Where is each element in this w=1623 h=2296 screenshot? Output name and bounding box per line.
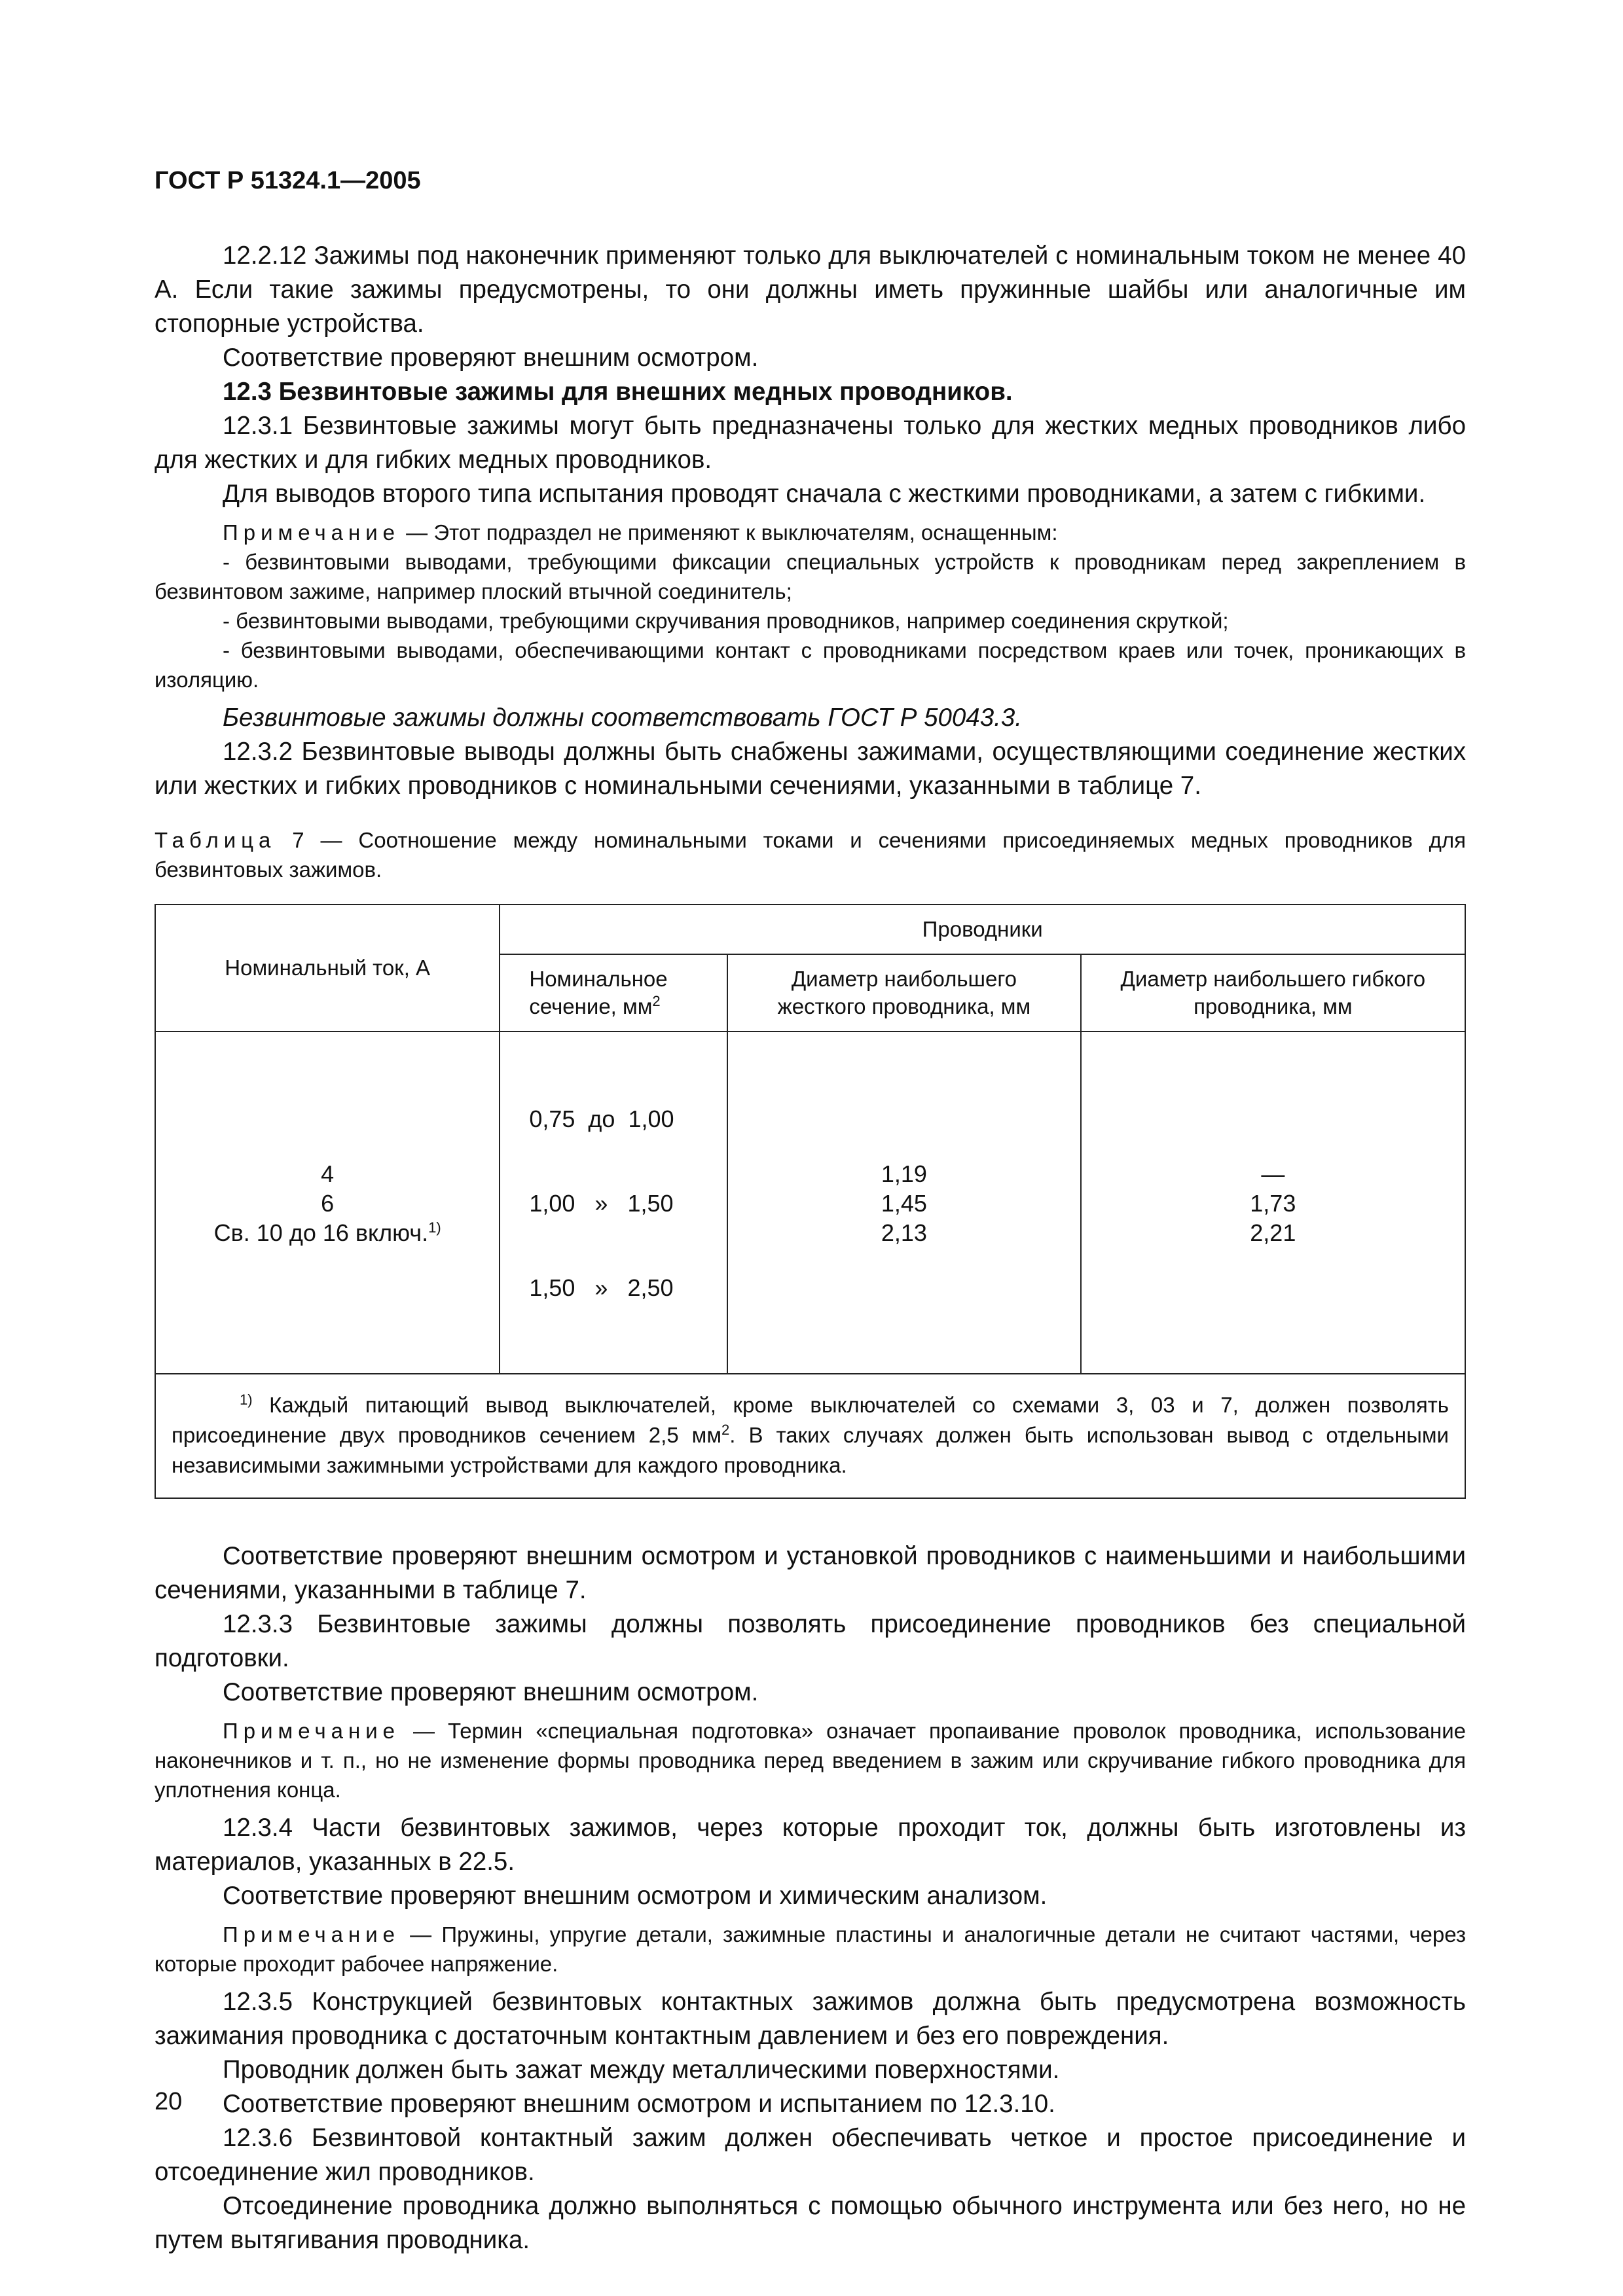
- table-cell: 1,50 » 2,50: [529, 1274, 674, 1301]
- paragraph-compliance-installation: Соответствие проверяют внешним осмотром и установкой проводников с наименьшими и наибольшими сечениями, указанными в таблице 7.: [155, 1542, 1466, 1604]
- paragraph-metal-surfaces: Проводник должен быть зажат между металлическими поверхностями.: [223, 2056, 1060, 2084]
- note-label: Примечание: [223, 520, 401, 545]
- note-label: Примечание: [223, 1719, 401, 1743]
- table-cell: 4: [321, 1160, 335, 1187]
- table-7: [155, 904, 1466, 1499]
- document-body: [155, 239, 1466, 2257]
- paragraph-12-3-3: 12.3.3 Безвинтовые зажимы должны позволять присоединение проводников без специальной подготовки.: [155, 1610, 1466, 1672]
- column-section: [500, 1031, 727, 1374]
- paragraph-compliance-2: Соответствие проверяют внешним осмотром.: [223, 1678, 759, 1706]
- document-header: ГОСТ Р 51324.1—2005: [155, 167, 421, 194]
- paragraph-12-3-5: 12.3.5 Конструкцией безвинтовых контактных зажимов должна быть предусмотрена возможность зажимания проводника с достаточным контактным давлением и без его повреждения.: [155, 1988, 1466, 2050]
- paragraph-12-3-4: 12.3.4 Части безвинтовых зажимов, через которые проходит ток, должны быть изготовлены из материалов, указанных в 22.5.: [155, 1814, 1466, 1876]
- table-cell: Св. 10 до 16 включ.$^{1)}$: [213, 1219, 441, 1246]
- note-3: Примечание — Пружины, упругие детали, зажимные пластины и аналогичные детали не считают частями, через которые проходит рабочее напряжение.: [155, 1922, 1466, 1976]
- table-caption-label: Таблица: [155, 828, 276, 852]
- table-cell: 1,73: [1250, 1190, 1296, 1217]
- note-2: Примечание — Термин «специальная подготовка» означает пропаивание проволок проводника, использование наконечников и т. п., но не изменение формы проводника перед введением в зажим или скручивание гибкого проводника для уплотнения конца.: [155, 1719, 1466, 1802]
- header-rigid-diameter: Диаметр наибольшего жесткого проводника, мм: [727, 954, 1080, 1031]
- paragraph-second-type: Для выводов второго типа испытания проводят сначала с жесткими проводниками, а затем с гибкими.: [223, 480, 1426, 508]
- header-nominal-current: Номинальный ток, А: [155, 905, 500, 1031]
- note-item: - безвинтовыми выводами, обеспечивающими контакт с проводниками посредством краев или точек, проникающих в изоляцию.: [155, 638, 1466, 692]
- paragraph-12-2-12: 12.2.12 Зажимы под наконечник применяют только для выключателей с номинальным током не менее 40 А. Если такие зажимы предусмотрены, то они должны иметь пружинные шайбы или аналогичные им стопорные устройства.: [155, 242, 1466, 338]
- paragraph-compliance-chemical: Соответствие проверяют внешним осмотром и химическим анализом.: [223, 1882, 1048, 1910]
- table-cell: 0,75 до 1,00: [529, 1105, 674, 1132]
- note-item: - безвинтовыми выводами, требующими фиксации специальных устройств к проводникам перед закреплением в безвинтовом зажиме, например плоский втычной соединитель;: [155, 550, 1466, 603]
- note-intro: — Этот подраздел не применяют к выключателям, оснащенным:: [400, 520, 1058, 545]
- table-cell: 2,13: [881, 1219, 927, 1246]
- table-cell: 1,00 » 1,50: [529, 1190, 674, 1217]
- header-flexible-diameter: Диаметр наибольшего гибкого проводника, мм: [1081, 954, 1465, 1031]
- note-item: - безвинтовыми выводами, требующими скручивания проводников, например соединения скруткой;: [223, 609, 1229, 633]
- section-heading-12-3: 12.3 Безвинтовые зажимы для внешних медных проводников.: [223, 378, 1013, 406]
- column-current: [155, 1031, 500, 1374]
- table-footnote: $^{1)}$ Каждый питающий вывод выключателей, кроме выключателей со схемами 3, 03 и 7, должен позволять присоединение двух проводников сечением 2,5 $мм^2$. В таких случаях должен быть использован вывод с отдельными независимыми зажимными устройствами для каждого проводника.: [155, 1374, 1465, 1498]
- header-conductors: Проводники: [500, 905, 1465, 954]
- paragraph-compliance-1: Соответствие проверяют внешним осмотром.: [223, 344, 759, 372]
- table-caption: [155, 825, 1466, 884]
- table-cell: 6: [321, 1190, 335, 1217]
- table-cell: 1,45: [881, 1190, 927, 1217]
- column-rigid: [727, 1031, 1080, 1374]
- column-flexible: [1081, 1031, 1465, 1374]
- paragraph-compliance-test: Соответствие проверяют внешним осмотром и испытанием по 12.3.10.: [223, 2090, 1055, 2118]
- paragraph-gost-reference: Безвинтовые зажимы должны соответствовать ГОСТ Р 50043.3.: [223, 704, 1022, 732]
- paragraph-12-3-1: 12.3.1 Безвинтовые зажимы могут быть предназначены только для жестких медных проводников либо для жестких и для гибких медных проводников.: [155, 412, 1466, 474]
- table-cell: 2,21: [1250, 1219, 1296, 1246]
- note-label: Примечание: [223, 1922, 401, 1946]
- header-nominal-section: Номинальное сечение, $мм^2$: [500, 954, 727, 1031]
- note-1: [155, 518, 1466, 694]
- paragraph-12-3-6: 12.3.6 Безвинтовой контактный зажим должен обеспечивать четкое и простое присоединение и отсоединение жил проводников.: [155, 2124, 1466, 2186]
- page-number: 20: [155, 2088, 183, 2115]
- paragraph-12-3-2: 12.3.2 Безвинтовые выводы должны быть снабжены зажимами, осуществляющими соединение жестких или жестких и гибких проводников с номинальными сечениями, указанными в таблице 7.: [155, 738, 1466, 800]
- paragraph-disconnection: Отсоединение проводника должно выполняться с помощью обычного инструмента или без него, но не путем вытягивания проводника.: [155, 2192, 1466, 2254]
- table-caption-text: 7 — Соотношение между номинальными токами и сечениями присоединяемых медных проводников для безвинтовых зажимов.: [155, 828, 1466, 882]
- table-cell: 1,19: [881, 1160, 927, 1187]
- table-cell: —: [1261, 1160, 1285, 1187]
